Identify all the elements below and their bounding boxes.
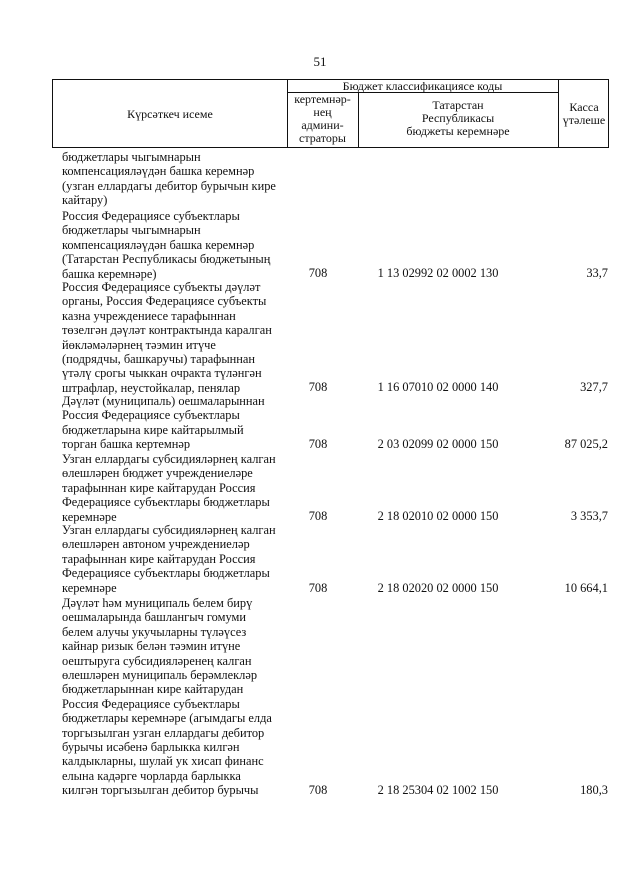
row-description: [62, 596, 280, 798]
row-description-line: бурычы исәбенә барлыкка килгән: [62, 740, 240, 755]
row-description-line: тарафыннан кире кайтарудан Россия: [62, 480, 256, 495]
row-revenue-code: 2 18 25304 02 1002 150: [377, 783, 499, 797]
row-description-line: компенсацияләүдән башка керемнәр: [62, 237, 255, 252]
row-revenue-code: 2 18 02010 02 0000 150: [377, 509, 499, 523]
row-revenue-code: 1 16 07010 02 0000 140: [377, 380, 499, 394]
row-description-line: компенсацияләүдән башка керемнәр: [62, 164, 255, 179]
row-revenue-code: 2 18 02020 02 0000 150: [377, 581, 499, 595]
row-admin-code: 708: [308, 380, 328, 394]
row-admin-code: 708: [308, 266, 328, 280]
header-admin-column: кертемнәр- нең админи- страторы: [294, 92, 351, 145]
row-description-line: өлешләрен муниципаль берәмлекләр: [62, 668, 258, 683]
header-amount-column: Касса үтәлеше: [562, 100, 606, 127]
row-description-line: Федерациясе субъектлары бюджетлары: [62, 495, 270, 510]
row-description-line: (подрядчы, башкаручы) тарафыннан: [62, 352, 256, 367]
row-description-line: оештыруга субсидияләренең калган: [62, 653, 252, 668]
row-description-line: Россия Федерациясе субъекты дәүләт: [62, 280, 261, 294]
row-amount: 3 353,7: [570, 509, 608, 523]
row-description-line: бюджетларына кире кайтарылмый: [62, 422, 244, 437]
row-description-line: килгән торгызылган дебитор бурычы: [62, 783, 259, 798]
header-name-column: Күрсәткеч исеме: [127, 107, 213, 121]
row-description-line: тарафыннан кире кайтарудан Россия: [62, 551, 256, 566]
page-number: 51: [313, 54, 327, 69]
row-description-line: керемнәре: [62, 580, 117, 595]
row-description: [62, 280, 280, 395]
row-description: [62, 150, 280, 208]
row-description-line: Россия Федерациясе субъектлары: [62, 696, 240, 711]
row-description-line: оешмаларында башлангыч гомуми: [62, 610, 246, 625]
row-description-line: бюджетлары керемнәре (агымдагы елда: [62, 711, 272, 726]
row-description: [62, 209, 280, 281]
row-description: [62, 394, 280, 452]
row-amount: 10 664,1: [564, 581, 608, 595]
row-admin-code: 708: [308, 509, 328, 523]
row-description-line: органы, Россия Федерациясе субъекты: [62, 294, 267, 309]
row-description-line: Федерациясе субъектлары бюджетлары: [62, 566, 270, 581]
row-description-line: (Татарстан Республикасы бюджетының: [62, 252, 271, 267]
row-description-line: керемнәре: [62, 509, 117, 524]
row-description-line: кайтару): [62, 193, 108, 208]
row-description-line: төзелгән дәүләт контрактында каралган: [62, 323, 272, 338]
row-description-line: торган башка кертемнәр: [62, 437, 191, 452]
table-header: [52, 79, 609, 148]
row-description-line: Дәүләт (муниципаль) оешмаларыннан: [62, 394, 265, 408]
row-description-line: башка керемнәре): [62, 266, 157, 281]
row-description-line: йөкләмәләрнең тәэмин итүче: [62, 337, 216, 352]
row-amount: 87 025,2: [564, 437, 608, 451]
row-description-line: Узган еллардагы субсидияләрнең калган: [62, 452, 276, 466]
row-admin-code: 708: [308, 783, 328, 797]
row-description-line: белем алучы укучыларны түләүсез: [62, 624, 247, 639]
row-description-line: калдыкларны, шулай ук хисап финанс: [62, 754, 264, 769]
row-description: [62, 523, 280, 595]
row-revenue-code: 2 03 02099 02 0000 150: [377, 437, 499, 451]
row-amount: 33,7: [586, 266, 608, 280]
row-description-line: Узган еллардагы субсидияләрнең калган: [62, 523, 276, 537]
row-description-line: казна учреждениесе тарафыннан: [62, 308, 236, 323]
row-description-line: кайнар ризык белән тәэмин итүне: [62, 639, 241, 654]
row-description-line: штрафлар, неустойкалар, пенялар: [62, 380, 241, 395]
row-amount: 180,3: [580, 783, 608, 797]
header-budget-classification: Бюджет классификациясе коды: [342, 79, 503, 93]
row-description-line: өлешләрен автоном учреждениеләр: [62, 537, 250, 552]
row-amount: 327,7: [580, 380, 608, 394]
row-admin-code: 708: [308, 437, 328, 451]
row-description-line: Дәүләт һәм муниципаль белем бирү: [62, 596, 253, 610]
row-description-line: үтәлү срогы чыккан очракта түләнгән: [62, 366, 262, 381]
row-description: [62, 452, 280, 524]
row-description-line: торгызылган узган еллардагы дебитор: [62, 725, 265, 740]
row-description-line: өлешләрен бюджет учреждениеләре: [62, 466, 253, 481]
row-description-line: бюджетлары чыгымнарын: [62, 150, 201, 164]
row-description-line: бюджетлары чыгымнарын: [62, 223, 201, 238]
row-admin-code: 708: [308, 581, 328, 595]
row-description-line: Россия Федерациясе субъектлары: [62, 209, 240, 223]
row-revenue-code: 1 13 02992 02 0002 130: [377, 266, 499, 280]
row-description-line: елына кадәрге чорларда барлыкка: [62, 768, 241, 783]
row-description-line: бюджетларыннан кире кайтарудан: [62, 682, 244, 697]
row-description-line: (узган еллардагы дебитор бурычын кире: [62, 178, 276, 193]
row-description-line: Россия Федерациясе субъектлары: [62, 408, 240, 423]
header-revenue-column: Татарстан Республикасы бюджеты керемнәре: [406, 98, 510, 138]
